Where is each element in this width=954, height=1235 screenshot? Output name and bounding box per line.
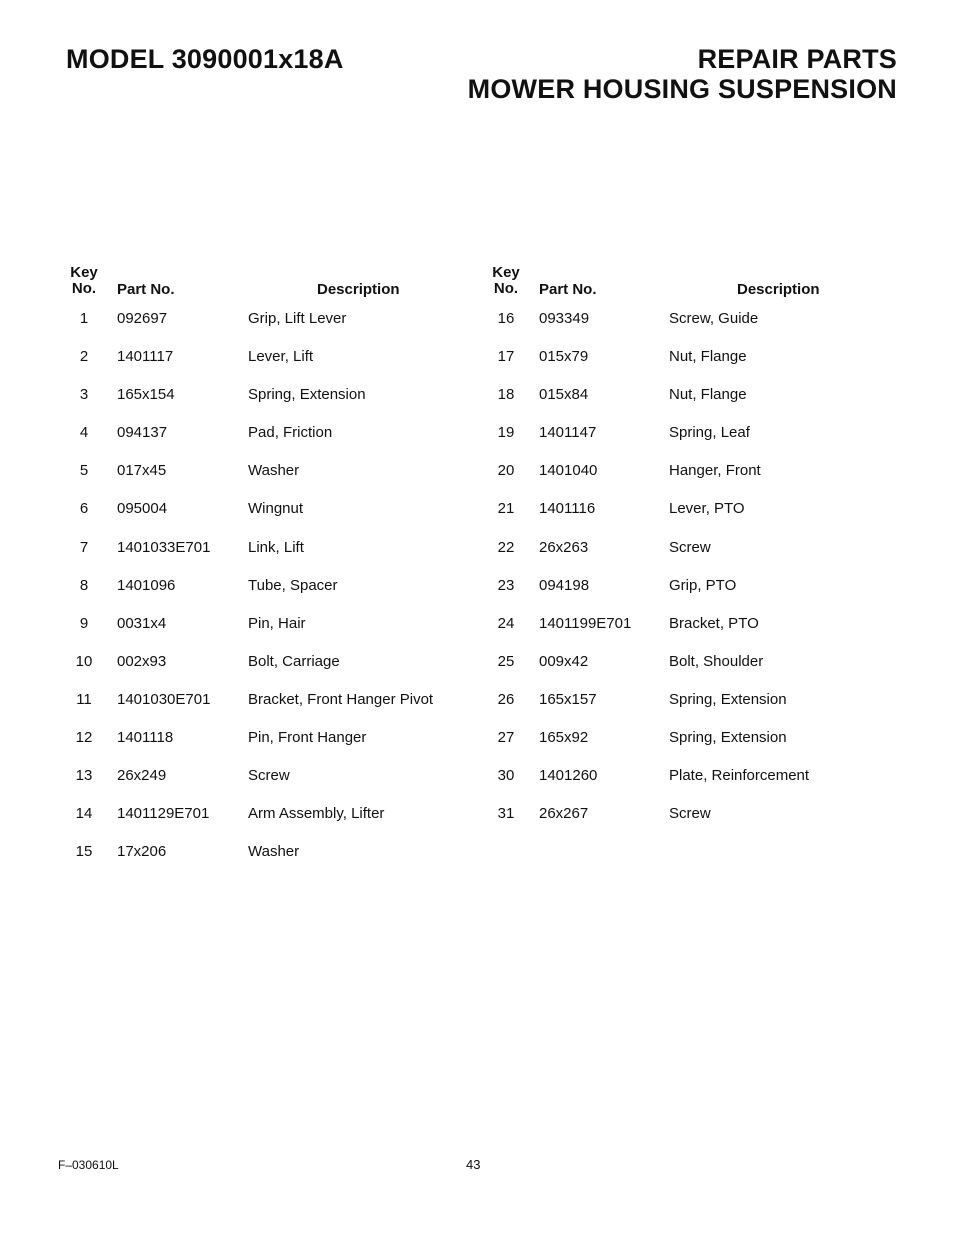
- description-cell: Bracket, Front Hanger Pivot: [248, 690, 434, 708]
- table-row: [480, 653, 900, 691]
- description-cell: Spring, Extension: [669, 690, 787, 708]
- table-row: [480, 500, 900, 538]
- description-cell: Bolt, Shoulder: [669, 652, 764, 670]
- table-row: [58, 615, 458, 653]
- key-no-cell: 26: [497, 690, 515, 708]
- part-no-cell: 092697: [117, 310, 168, 327]
- key-no-cell: 7: [79, 538, 89, 556]
- description-cell: Pin, Hair: [248, 614, 306, 632]
- part-no-cell: 095004: [117, 500, 168, 518]
- part-no-cell: 015x84: [539, 386, 589, 404]
- table-row: [58, 767, 458, 805]
- description-cell: Nut, Flange: [669, 348, 747, 366]
- table-row: [58, 348, 458, 386]
- part-no-cell: 26x263: [539, 538, 589, 556]
- part-no-cell: 094198: [539, 576, 590, 594]
- description-cell: Lever, Lift: [248, 348, 314, 366]
- section-title: [468, 44, 897, 104]
- description-cell: Link, Lift: [248, 538, 304, 556]
- description-cell: Grip, Lift Lever: [248, 310, 347, 327]
- table-row: [480, 729, 900, 767]
- part-no-cell: 1401030E701: [117, 690, 211, 708]
- description-cell: Lever, PTO: [669, 500, 745, 518]
- key-no-cell: 17: [497, 348, 515, 366]
- part-no-cell: 1401260: [539, 767, 598, 785]
- key-no-header: Key No.: [492, 264, 520, 297]
- part-no-cell: 1401116: [539, 500, 596, 518]
- table-row: [58, 805, 458, 843]
- table-row: [480, 424, 900, 462]
- part-no-header: Part No.: [117, 281, 175, 298]
- table-row: [58, 424, 458, 462]
- table-row: [58, 539, 458, 577]
- key-no-cell: 4: [79, 424, 89, 442]
- part-no-cell: 26x249: [117, 767, 167, 785]
- key-no-cell: 19: [497, 424, 515, 442]
- description-cell: Washer: [248, 843, 300, 861]
- key-no-cell: 9: [79, 614, 89, 632]
- key-no-cell: 8: [79, 576, 89, 594]
- page-number: 43: [466, 1157, 481, 1172]
- description-cell: Nut, Flange: [669, 386, 747, 404]
- part-no-cell: 1401040: [539, 462, 598, 480]
- table-row: [58, 577, 458, 615]
- description-cell: Wingnut: [248, 500, 304, 518]
- key-no-header: Key No.: [70, 264, 98, 297]
- key-no-cell: 10: [75, 652, 93, 670]
- part-no-cell: 094137: [117, 424, 168, 442]
- key-no-cell: 31: [497, 805, 515, 823]
- part-no-cell: 1401118: [117, 729, 174, 747]
- key-no-cell: 14: [75, 805, 93, 823]
- key-no-cell: 11: [76, 690, 92, 708]
- key-no-cell: 24: [497, 614, 515, 632]
- key-no-cell: 27: [497, 729, 515, 747]
- part-no-cell: 165x154: [117, 386, 175, 404]
- table-row: [58, 462, 458, 500]
- description-cell: Screw, Guide: [669, 310, 759, 327]
- description-cell: Pin, Front Hanger: [248, 729, 367, 747]
- table-row: [58, 310, 458, 348]
- description-cell: Spring, Leaf: [669, 424, 750, 442]
- key-no-cell: 18: [497, 386, 515, 404]
- model-title: MODEL 3090001x18A: [66, 44, 344, 74]
- part-no-cell: 1401096: [117, 576, 176, 594]
- part-no-cell: 002x93: [117, 652, 167, 670]
- table-row: [58, 843, 458, 881]
- table-header: [58, 262, 458, 302]
- part-no-header: Part No.: [539, 281, 597, 298]
- parts-rows-right: [480, 310, 900, 843]
- key-no-cell: 6: [79, 500, 89, 518]
- key-no-cell: 2: [79, 348, 89, 366]
- section-title-line1: REPAIR PARTS: [697, 44, 897, 74]
- description-cell: Screw: [248, 767, 290, 785]
- table-row: [480, 462, 900, 500]
- key-no-cell: 30: [497, 767, 515, 785]
- table-row: [480, 348, 900, 386]
- form-code: F–030610L: [58, 1158, 119, 1172]
- description-cell: Grip, PTO: [669, 576, 737, 594]
- description-cell: Arm Assembly, Lifter: [248, 805, 385, 823]
- table-header: [480, 262, 900, 302]
- description-cell: Tube, Spacer: [248, 576, 338, 594]
- description-cell: Hanger, Front: [669, 462, 761, 480]
- key-no-cell: 20: [497, 462, 515, 480]
- part-no-cell: 1401129E701: [117, 805, 210, 823]
- parts-rows-left: [58, 310, 458, 881]
- table-row: [480, 805, 900, 843]
- key-no-cell: 13: [75, 767, 93, 785]
- part-no-cell: 165x157: [539, 690, 597, 708]
- parts-table-left: [58, 262, 458, 881]
- part-no-cell: 015x79: [539, 348, 589, 366]
- description-cell: Pad, Friction: [248, 424, 333, 442]
- parts-table-right: [480, 262, 900, 843]
- table-row: [480, 310, 900, 348]
- section-title-line2: MOWER HOUSING SUSPENSION: [467, 74, 897, 104]
- description-header: Description: [737, 281, 820, 298]
- key-no-cell: 21: [497, 500, 515, 518]
- table-row: [58, 729, 458, 767]
- description-header: Description: [317, 281, 400, 298]
- description-cell: Spring, Extension: [669, 729, 787, 747]
- table-row: [480, 767, 900, 805]
- part-no-cell: 165x92: [539, 729, 589, 747]
- table-row: [480, 577, 900, 615]
- key-no-cell: 16: [497, 310, 515, 327]
- key-no-cell: 3: [79, 386, 89, 404]
- part-no-cell: 1401117: [117, 348, 174, 366]
- table-row: [480, 691, 900, 729]
- part-no-cell: 017x45: [117, 462, 167, 480]
- key-no-cell: 5: [79, 462, 89, 480]
- table-row: [58, 653, 458, 691]
- part-no-cell: 1401147: [539, 424, 597, 442]
- key-no-cell: 25: [497, 652, 515, 670]
- key-no-cell: 22: [497, 538, 515, 556]
- description-cell: Screw: [669, 805, 711, 823]
- part-no-cell: 26x267: [539, 805, 589, 823]
- key-no-cell: 12: [75, 729, 93, 747]
- table-row: [58, 386, 458, 424]
- description-cell: Screw: [669, 538, 711, 556]
- table-row: [58, 691, 458, 729]
- description-cell: Bracket, PTO: [669, 614, 759, 632]
- description-cell: Plate, Reinforcement: [669, 767, 810, 785]
- description-cell: Spring, Extension: [248, 386, 366, 404]
- key-no-cell: 15: [75, 843, 93, 861]
- table-row: [480, 386, 900, 424]
- key-no-cell: 23: [497, 576, 515, 594]
- part-no-cell: 17x206: [117, 843, 167, 861]
- part-no-cell: 0031x4: [117, 614, 167, 632]
- part-no-cell: 1401033E701: [117, 538, 211, 556]
- key-no-cell: 1: [79, 310, 89, 327]
- part-no-cell: 1401199E701: [539, 614, 632, 632]
- description-cell: Washer: [248, 462, 300, 480]
- table-row: [480, 539, 900, 577]
- part-no-cell: 009x42: [539, 652, 589, 670]
- table-row: [58, 500, 458, 538]
- part-no-cell: 093349: [539, 310, 590, 327]
- table-row: [480, 615, 900, 653]
- description-cell: Bolt, Carriage: [248, 652, 340, 670]
